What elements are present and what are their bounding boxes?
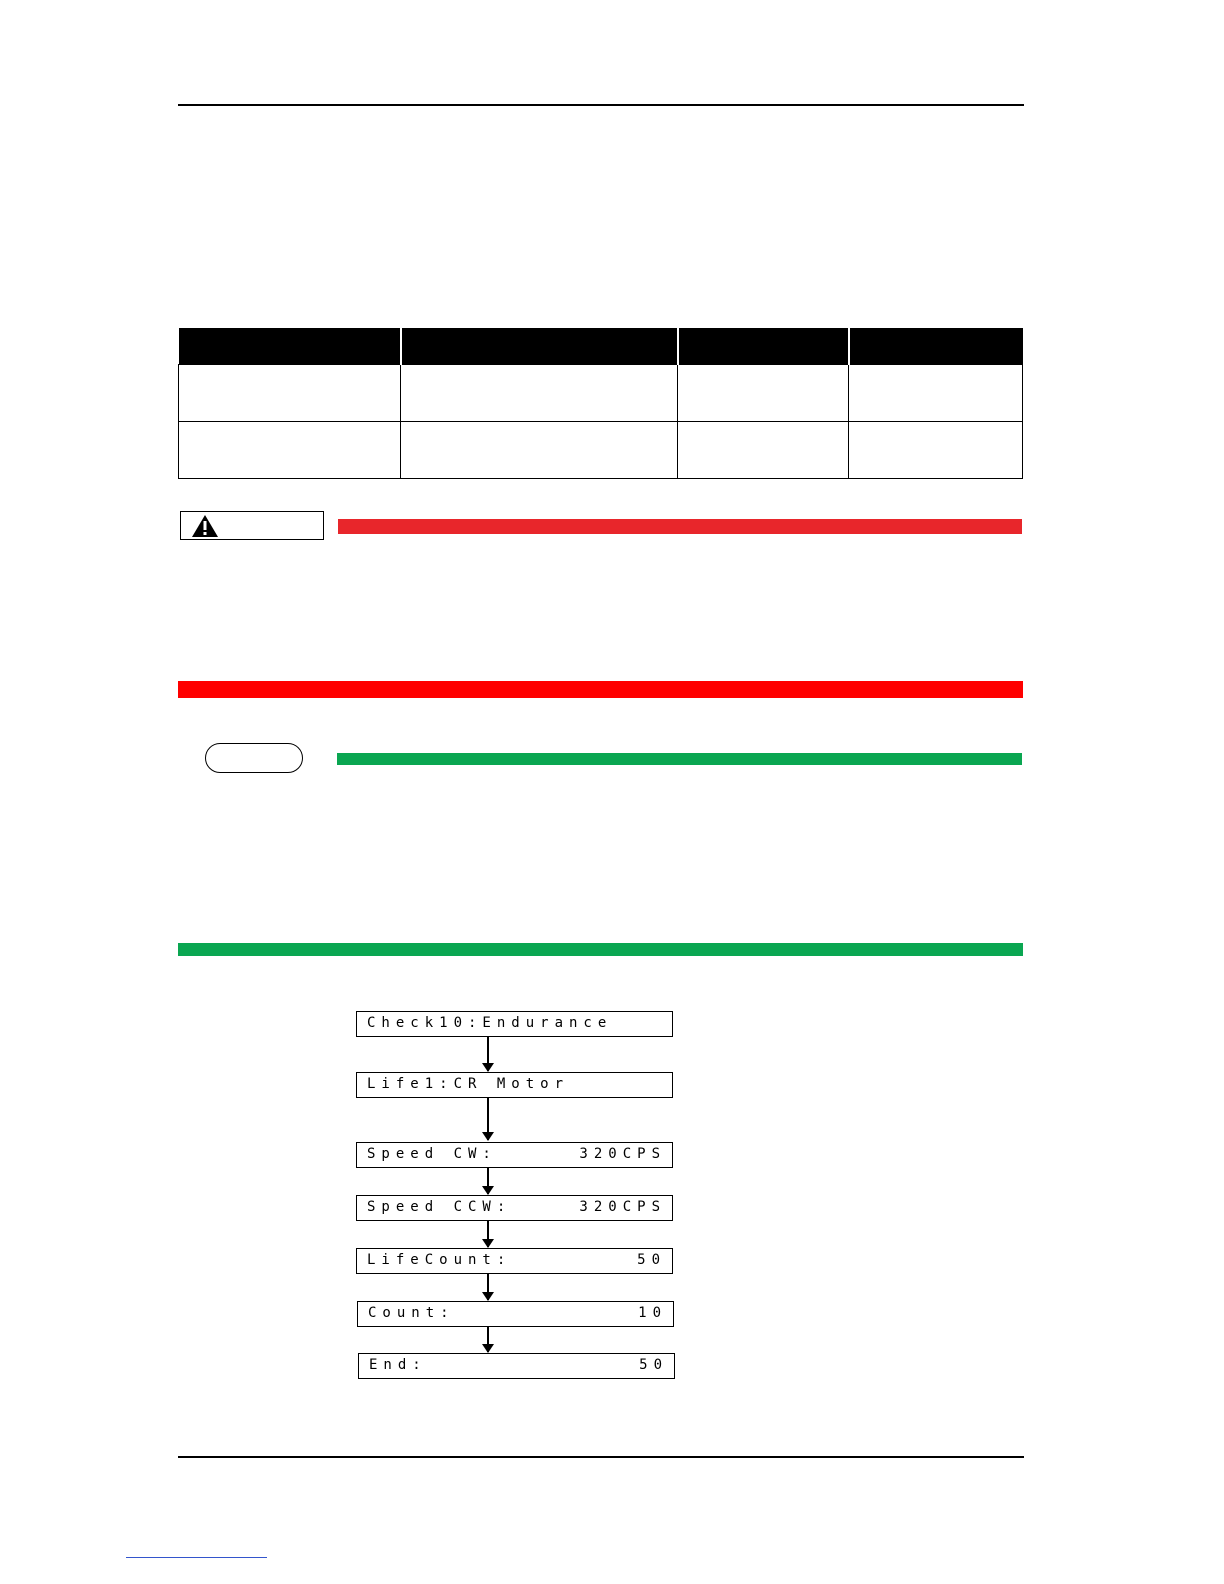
- flow-step-label: Check10:Endurance: [367, 1015, 613, 1031]
- note-label-pill: [205, 743, 303, 773]
- table-header-cell: [179, 328, 401, 365]
- table-cell: [401, 365, 678, 422]
- table-header-row: [179, 328, 1023, 365]
- flow-step-end: [358, 1353, 675, 1379]
- footer-link-underline[interactable]: [126, 1557, 267, 1558]
- flow-arrow: [487, 1327, 489, 1352]
- caution-bar-bottom: [178, 681, 1023, 698]
- note-bar-bottom: [178, 943, 1023, 956]
- table-cell: [849, 365, 1023, 422]
- footer-rule: [178, 1456, 1024, 1458]
- flow-step-speed-ccw: [356, 1195, 673, 1221]
- flow-step-value: 320CPS: [579, 1146, 666, 1162]
- flow-arrow: [487, 1274, 489, 1300]
- table-cell: [401, 422, 678, 479]
- caution-label-box: [180, 511, 324, 540]
- flow-step-label: Count:: [368, 1305, 455, 1321]
- flow-step-value: 320CPS: [579, 1199, 666, 1215]
- spec-table: [178, 328, 1023, 479]
- table-row: [179, 422, 1023, 479]
- table-cell: [849, 422, 1023, 479]
- table-cell: [179, 365, 401, 422]
- warning-triangle-icon: [191, 514, 219, 538]
- flow-step-value: 50: [639, 1357, 668, 1373]
- caution-bar-top: [338, 519, 1022, 534]
- table-cell: [179, 422, 401, 479]
- table-cell: [678, 365, 849, 422]
- table-row: [179, 365, 1023, 422]
- table-header-cell: [849, 328, 1023, 365]
- flow-step-label: Speed CCW:: [367, 1199, 512, 1215]
- note-bar-top: [337, 753, 1022, 765]
- flow-step-count: [357, 1301, 674, 1327]
- flow-arrow: [487, 1098, 489, 1140]
- flow-step-value: 10: [638, 1305, 667, 1321]
- flow-step-label: Life1:CR Motor: [367, 1076, 570, 1092]
- flow-step-speed-cw: [356, 1142, 673, 1168]
- flow-arrow: [487, 1037, 489, 1071]
- table-header-cell: [678, 328, 849, 365]
- flow-step-check10: [356, 1011, 673, 1037]
- flow-arrow: [487, 1168, 489, 1194]
- flow-step-value: 50: [637, 1252, 666, 1268]
- flow-step-label: Speed CW:: [367, 1146, 497, 1162]
- header-rule: [178, 104, 1024, 106]
- flow-step-label: End:: [369, 1357, 427, 1373]
- flow-step-life1: [356, 1072, 673, 1098]
- flow-step-label: LifeCount:: [367, 1252, 512, 1268]
- flow-step-lifecount: [356, 1248, 673, 1274]
- table-cell: [678, 422, 849, 479]
- table-header-cell: [401, 328, 678, 365]
- flow-arrow: [487, 1221, 489, 1247]
